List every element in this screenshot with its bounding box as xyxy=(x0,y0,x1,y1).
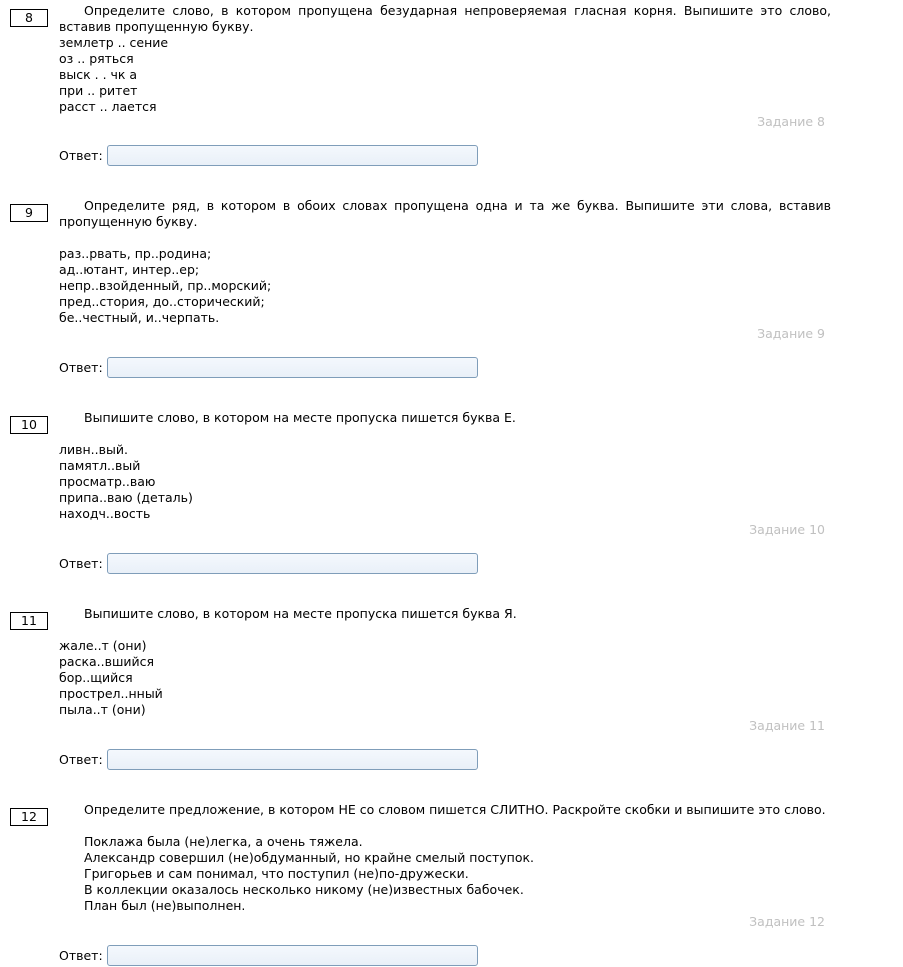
option-item: припа..ваю (деталь) xyxy=(59,490,193,505)
task-number-box: 12 xyxy=(10,808,48,826)
option-item: при .. ритет xyxy=(59,83,138,98)
option-item: План был (не)выполнен. xyxy=(84,898,246,913)
answer-label: Ответ: xyxy=(59,360,103,375)
answer-label: Ответ: xyxy=(59,556,103,571)
task-options xyxy=(84,834,534,914)
option-item: просматр..ваю xyxy=(59,474,156,489)
option-item: Григорьев и сам понимал, что поступил (не)по-дружески. xyxy=(84,866,469,881)
task-label: Задание 8 xyxy=(757,114,825,129)
task-prompt: Выпишите слово, в котором на месте пропуска пишется буква Я. xyxy=(84,606,517,621)
option-item: бор..щийся xyxy=(59,670,133,685)
option-item: находч..вость xyxy=(59,506,151,521)
option-item: ад..ютант, интер..ер; xyxy=(59,262,200,277)
option-item: выск . . чк а xyxy=(59,67,138,82)
option-item: пред..стория, до..сторический; xyxy=(59,294,265,309)
task-label: Задание 9 xyxy=(757,326,825,341)
option-item: раз..рвать, пр..родина; xyxy=(59,246,212,261)
task-label: Задание 11 xyxy=(749,718,825,733)
task-options xyxy=(59,35,168,115)
answer-input-10[interactable] xyxy=(107,553,478,574)
task-prompt: Определите предложение, в котором НЕ со словом пишется СЛИТНО. Раскройте скобки и выпишите это слово. xyxy=(84,802,826,817)
option-item: жале..т (они) xyxy=(59,638,147,653)
option-item: землетр .. сение xyxy=(59,35,169,50)
answer-input-12[interactable] xyxy=(107,945,478,966)
option-item: памятл..вый xyxy=(59,458,141,473)
task-number-box: 10 xyxy=(10,416,48,434)
task-number-box: 11 xyxy=(10,612,48,630)
answer-input-9[interactable] xyxy=(107,357,478,378)
option-item: прострел..нный xyxy=(59,686,163,701)
option-item: В коллекции оказалось несколько никому (не)известных бабочек. xyxy=(84,882,524,897)
option-item: оз .. ряться xyxy=(59,51,134,66)
task-prompt: Выпишите слово, в котором на месте пропуска пишется буква Е. xyxy=(84,410,516,425)
option-item: ливн..вый. xyxy=(59,442,128,457)
answer-label: Ответ: xyxy=(59,948,103,963)
answer-label: Ответ: xyxy=(59,752,103,767)
task-number-box: 9 xyxy=(10,204,48,222)
option-item: непр..взойденный, пр..морский; xyxy=(59,278,272,293)
option-item: раска..вшийся xyxy=(59,654,155,669)
option-item: бе..честный, и..черпать. xyxy=(59,310,220,325)
option-item: Поклажа была (не)легка, а очень тяжела. xyxy=(84,834,363,849)
task-number-box: 8 xyxy=(10,9,48,27)
task-label: Задание 10 xyxy=(749,522,825,537)
task-label: Задание 12 xyxy=(749,914,825,929)
task-options xyxy=(59,442,193,522)
answer-input-11[interactable] xyxy=(107,749,478,770)
task-prompt: Определите ряд, в котором в обоих словах пропущена одна и та же буква. Выпишите эти слова, вставив пропущенную букву. xyxy=(59,198,831,229)
answer-label: Ответ: xyxy=(59,148,103,163)
option-item: расст .. лается xyxy=(59,99,157,114)
task-options xyxy=(59,246,271,326)
task-prompt: Определите слово, в котором пропущена безударная непроверяемая гласная корня. Выпишите это слово, вставив пропущенную букву. xyxy=(59,3,831,34)
task-options xyxy=(59,638,163,718)
answer-input-8[interactable] xyxy=(107,145,478,166)
option-item: пыла..т (они) xyxy=(59,702,146,717)
option-item: Александр совершил (не)обдуманный, но крайне смелый поступок. xyxy=(84,850,535,865)
